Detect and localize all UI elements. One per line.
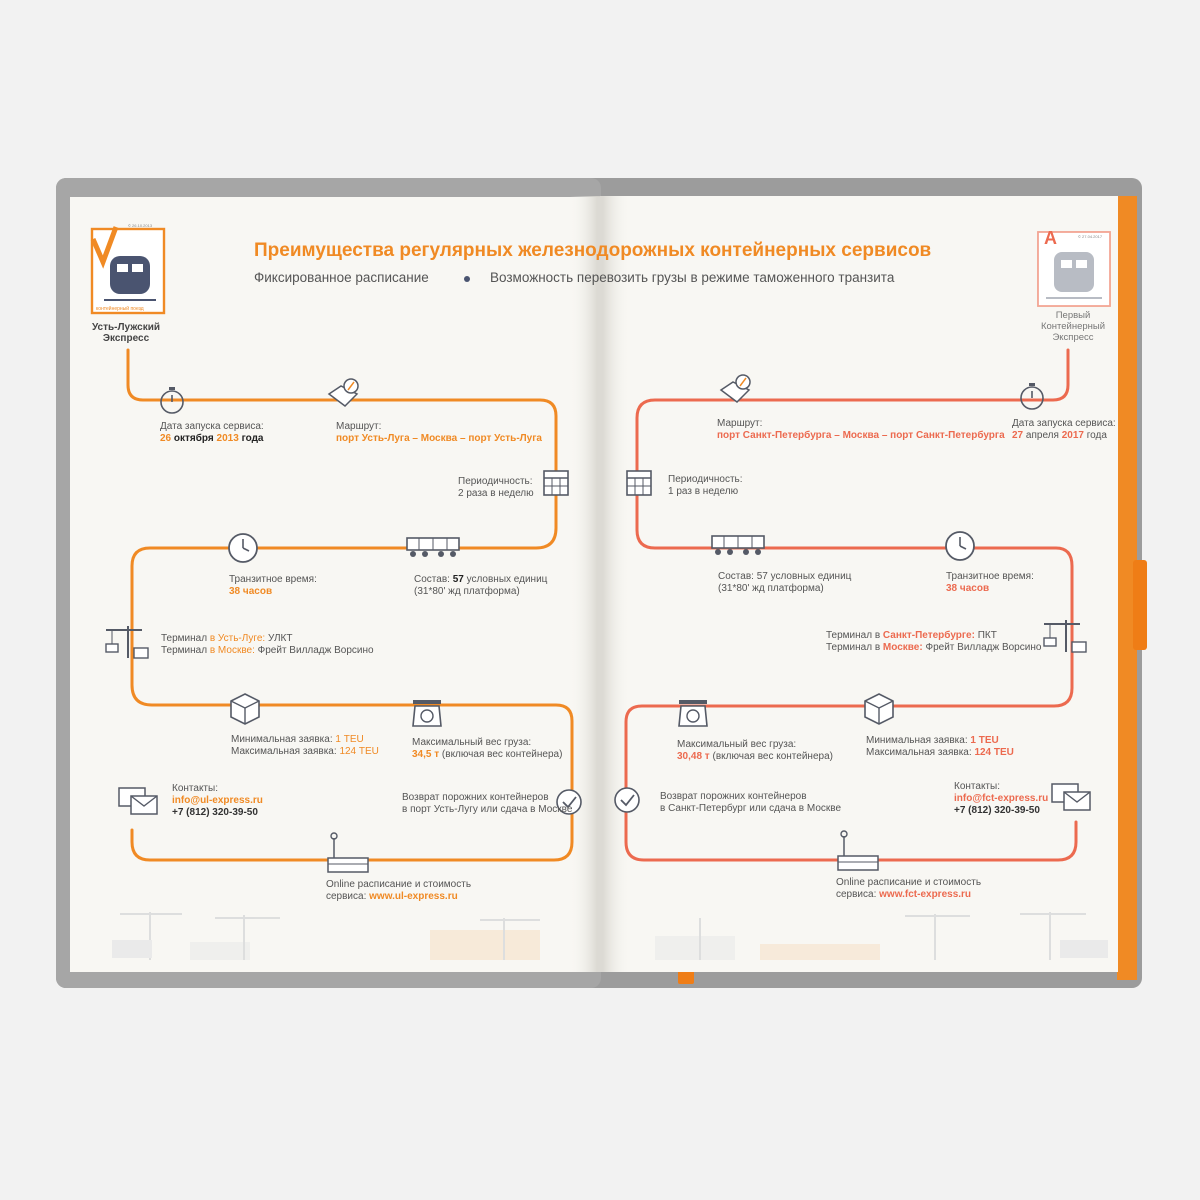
fct-logo-line-3: Экспресс: [1052, 332, 1094, 343]
checkmark-circle-icon-right: [615, 788, 639, 812]
ul-logo-date: © 26.10.2013: [128, 223, 153, 228]
left-launch-date: Дата запуска сервиса: 26 октября 2013 года: [160, 421, 264, 444]
left-online-schedule: Online расписание и стоимость сервиса: www.ul-express.ru: [326, 879, 472, 902]
cargo-box-icon-right: [865, 694, 893, 724]
left-contacts: Контакты: info@ul-express.ru +7 (812) 320-39-50: [172, 783, 263, 818]
right-launch-date: Дата запуска сервиса: 27 апреля 2017 года: [1012, 418, 1116, 441]
right-max-weight: Максимальный вес груза: 30,48 т (включая вес контейнера): [677, 739, 833, 762]
weight-scale-icon: [413, 700, 441, 726]
clock-icon-right: [946, 532, 974, 560]
right-container-return: Возврат порожних контейнеров в Санкт-Петербург или сдача в Москве: [660, 791, 842, 814]
fct-logo-line-2: Контейнерный: [1040, 321, 1106, 332]
left-phone: +7 (812) 320-39-50: [172, 807, 258, 818]
ul-express-logo-text: [83, 322, 169, 344]
fct-logo-date: © 27.04.2017: [1078, 234, 1103, 239]
fct-logo-line-1: Первый: [1055, 310, 1091, 321]
right-terminals: Терминал в Санкт-Петербурге: ПКТ Терминал в Москве: Фрейт Вилладж Ворсино: [826, 630, 1042, 653]
right-composition: Состав: 57 условных единиц (31*80' жд платформа): [718, 571, 852, 594]
right-online-schedule: Online расписание и стоимость сервиса: www.fct-express.ru: [836, 877, 982, 900]
ul-logo-line-1: Усть-Лужский: [91, 322, 161, 333]
cargo-box-icon: [231, 694, 259, 724]
left-frequency: Периодичность: 2 раза в неделю: [458, 476, 534, 499]
right-phone: +7 (812) 320-39-50: [954, 805, 1040, 816]
right-website-link[interactable]: www.fct-express.ru: [879, 889, 972, 900]
weight-scale-icon-right: [679, 700, 707, 726]
feature-fixed-schedule: Фиксированное расписание: [254, 270, 429, 285]
left-terminals: Терминал в Усть-Луге: УЛКТ Терминал в Москве: Фрейт Вилладж Ворсино: [161, 633, 374, 656]
right-email-link[interactable]: info@fct-express.ru: [954, 793, 1049, 804]
right-contacts: Контакты: info@fct-express.ru +7 (812) 320-39-50: [954, 781, 1049, 816]
header-bullet: [464, 276, 470, 282]
ul-logo-tagline: контейнерный поезд: [96, 306, 144, 312]
clock-icon: [229, 534, 257, 562]
calendar-icon-right: [627, 471, 651, 495]
left-container-return: Возврат порожних контейнеров в порт Усть-Лугу или сдача в Москве: [402, 792, 573, 815]
fct-express-logo-text: [1030, 310, 1116, 343]
right-transit-time: Транзитное время: 38 часов: [946, 571, 1034, 594]
right-route: Маршрут: порт Санкт-Петербурга – Москва – порт Санкт-Петербурга: [717, 418, 1005, 441]
left-website-link[interactable]: www.ul-express.ru: [369, 891, 458, 902]
left-order-limits: Минимальная заявка: 1 TEU Максимальная заявка: 124 TEU: [231, 734, 379, 757]
calendar-icon: [544, 471, 568, 495]
left-route: Маршрут: порт Усть-Луга – Москва – порт Усть-Луга: [336, 421, 542, 444]
left-max-weight: Максимальный вес груза: 34,5 т (включая вес контейнера): [412, 737, 563, 760]
right-order-limits: Минимальная заявка: 1 TEU Максимальная заявка: 124 TEU: [866, 735, 1014, 758]
left-email-link[interactable]: info@ul-express.ru: [172, 795, 263, 806]
left-transit-time: Транзитное время: 38 часов: [229, 574, 317, 597]
page-title: Преимущества регулярных железнодорожных контейнерных сервисов: [254, 240, 932, 261]
fct-logo-letter: A: [1044, 228, 1057, 248]
bookmark-ribbon: [1133, 560, 1147, 650]
right-frequency: Периодичность: 1 раз в неделю: [668, 474, 743, 497]
ul-logo-line-2: Экспресс: [102, 333, 150, 344]
feature-customs-transit: Возможность перевозить грузы в режиме таможенного транзита: [490, 270, 895, 285]
left-composition: Состав: 57 условных единиц (31*80' жд платформа): [414, 574, 548, 597]
